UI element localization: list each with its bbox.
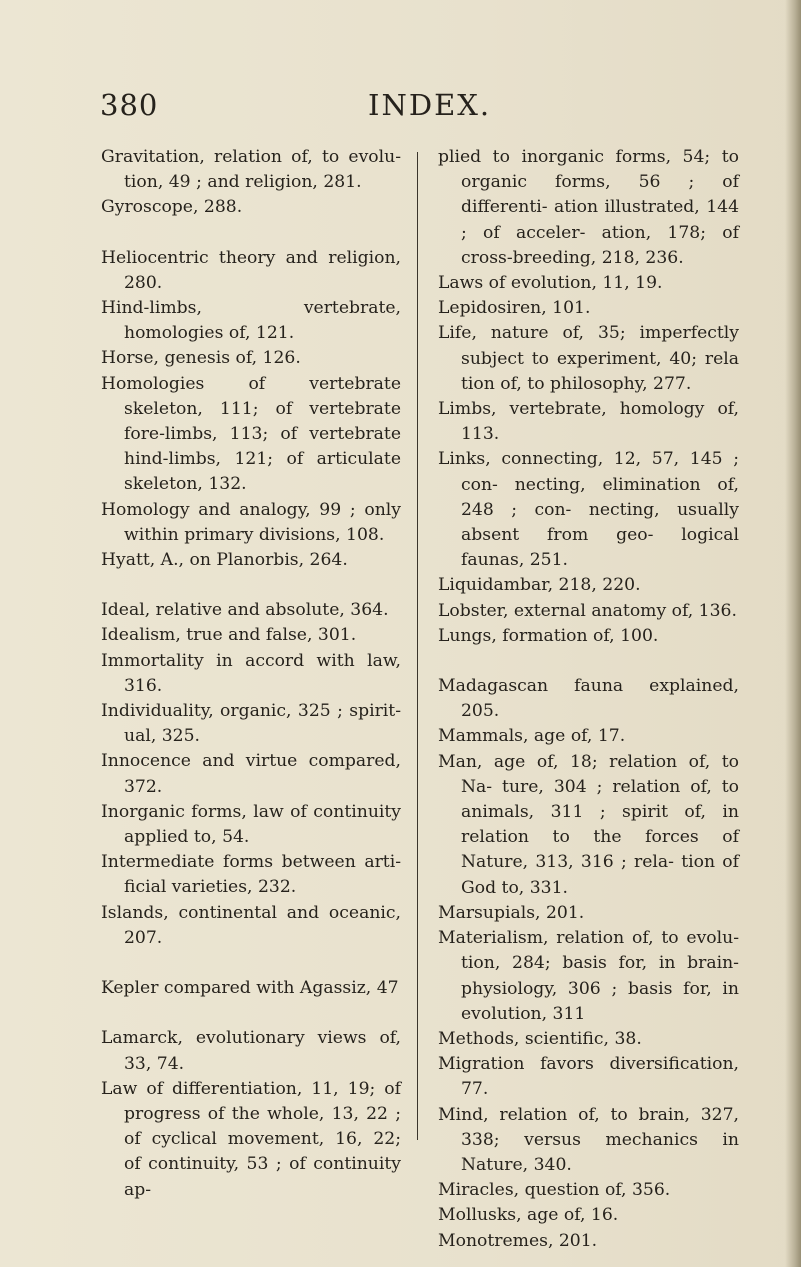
index-entry: Intermediate forms between arti- ficial varieties, 232.: [101, 852, 401, 898]
index-entry: Lungs, formation of, 100.: [438, 625, 659, 646]
index-entry: Mammals, age of, 17.: [438, 726, 626, 747]
index-entry: Monotremes, 201.: [438, 1230, 598, 1251]
index-entry: Individuality, organic, 325 ; spirit- ual, 325.: [101, 701, 401, 747]
page-number: 380: [100, 88, 159, 122]
index-entry: Hind-limbs, vertebrate, homologies of, 121.: [101, 298, 401, 344]
index-entry: Idealism, true and false, 301.: [101, 625, 357, 646]
index-entry: Marsupials, 201.: [438, 902, 585, 923]
index-entry: Inorganic forms, law of continuity applied to, 54.: [101, 801, 401, 848]
index-entry: Hyatt, A., on Planorbis, 264.: [101, 550, 348, 571]
index-entry: Homologies of vertebrate skeleton, 111; of vertebrate fore-limbs, 113; of vertebrate hind-limbs, 121; of articulate skeleton, 132.: [101, 373, 401, 495]
index-entry: Gyroscope, 288.: [101, 197, 243, 218]
index-entry: plied to inorganic forms, 54; to organic forms, 56 ; of differenti- ation illustrated, 144 ; of acceler- ation, 178; of cross-breeding, 218, 236.: [438, 147, 739, 268]
index-entry: Law of differentiation, 11, 19; of progress of the whole, 13, 22 ; of cyclical movement, 16, 22; of continuity, 53 ; of continuity ap-: [101, 1078, 401, 1200]
index-entry: Madagascan fauna explained, 205.: [438, 676, 739, 722]
index-entry: Materialism, relation of, to evolu- tion, 284; basis for, in brain- physiology, 306 ; basis for, in evolution, 311: [438, 928, 739, 1024]
index-entry: Mollusks, age of, 16.: [438, 1205, 619, 1226]
index-entry: Ideal, relative and absolute, 364.: [101, 600, 389, 621]
index-entry: Miracles, question of, 356.: [438, 1180, 671, 1201]
index-entry: Lobster, external anatomy of, 136.: [438, 600, 737, 621]
index-entry: Islands, continental and oceanic, 207.: [101, 902, 401, 948]
index-entry: Homology and analogy, 99 ; only within primary divisions, 108.: [101, 499, 401, 545]
index-entry: Lamarck, evolutionary views of, 33, 74.: [101, 1028, 401, 1074]
page-edge-shadow: [785, 0, 801, 1267]
index-entry: Gravitation, relation of, to evolu- tion, 49 ; and religion, 281.: [101, 147, 401, 193]
index-entry: Methods, scientific, 38.: [438, 1028, 642, 1049]
running-head: INDEX.: [368, 88, 492, 122]
index-entry: Man, age of, 18; relation of, to Na- ture, 304 ; relation of, to animals, 311 ; spirit of, in relation to the forces of Nature, 313, 316 ; rela- tion of God to, 331.: [438, 751, 739, 898]
index-entry: Kepler compared with Agassiz, 47: [101, 978, 399, 999]
index-entry: Mind, relation of, to brain, 327, 338; versus mechanics in Nature, 340.: [438, 1104, 739, 1175]
index-entry: Heliocentric theory and religion, 280.: [101, 247, 401, 293]
index-entry: Horse, genesis of, 126.: [101, 348, 301, 369]
column-divider: [417, 152, 418, 1140]
index-entry: Immortality in accord with law, 316.: [101, 650, 401, 696]
index-entry: Innocence and virtue compared, 372.: [101, 751, 401, 797]
index-entry: Limbs, vertebrate, homology of, 113.: [438, 399, 739, 445]
index-column-right: [438, 145, 739, 1254]
index-entry: Laws of evolution, 11, 19.: [438, 273, 663, 294]
index-entry: Life, nature of, 35; imperfectly subject to experiment, 40; rela tion of, to philosophy, 277.: [438, 323, 739, 394]
page-header: [0, 88, 801, 128]
index-entry: Migration favors diversification, 77.: [438, 1054, 739, 1100]
index-entry: Liquidambar, 218, 220.: [438, 575, 641, 596]
index-column-left: [101, 145, 401, 1203]
index-entry: Lepidosiren, 101.: [438, 298, 591, 319]
index-entry: Links, connecting, 12, 57, 145 ; con- necting, elimination of, 248 ; con- necting, usually absent from geo- logical faunas, 251.: [438, 449, 739, 571]
